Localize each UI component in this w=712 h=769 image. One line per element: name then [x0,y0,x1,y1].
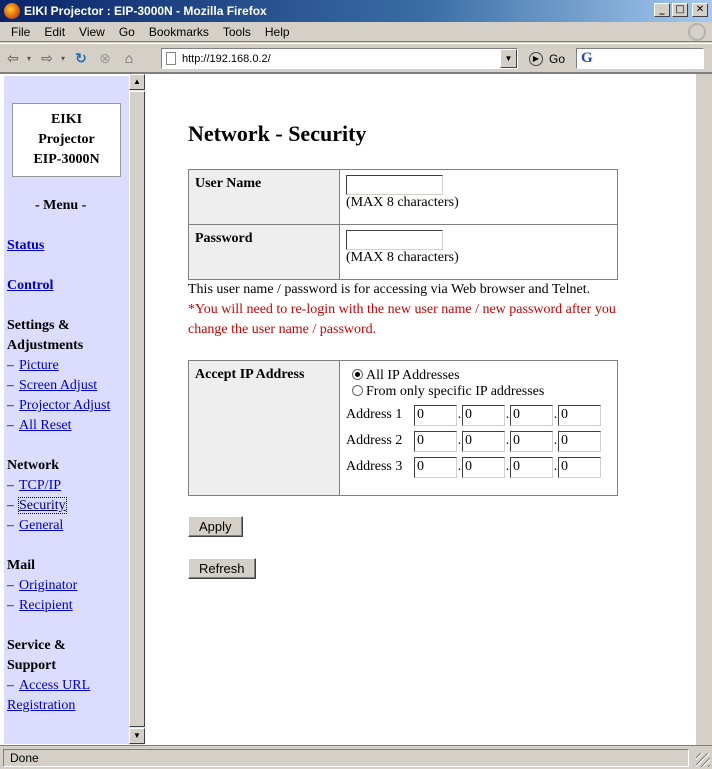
address-3-label: Address 3 [346,459,403,474]
address-2-octet-4[interactable] [558,431,601,452]
status-bar [0,745,712,769]
page-icon [166,52,176,65]
menu-file[interactable]: File [11,24,31,39]
address-1-octet-2[interactable] [462,405,505,426]
address-3-octet-1[interactable] [414,457,457,478]
sidebar-scrollbar[interactable] [129,74,145,745]
firefox-icon [4,3,20,19]
table-row [189,225,618,280]
forward-dropdown-icon[interactable]: ▾ [60,53,65,63]
menu-heading: - Menu - [35,198,87,213]
menu-bar [0,22,712,42]
radio-specific-label: From only specific IP addresses [366,384,545,399]
sidebar-item-recipient[interactable]: Recipient [19,598,73,613]
maximize-button[interactable]: □ [672,3,688,17]
sidebar-item-originator[interactable]: Originator [19,578,78,593]
status-text: Done [3,749,689,767]
sidebar-item-security[interactable]: Security [19,498,66,513]
address-2-octet-3[interactable] [510,431,553,452]
address-3-octet-3[interactable] [510,457,553,478]
go-button[interactable] [529,52,565,66]
refresh-button[interactable]: Refresh [188,558,256,579]
password-input[interactable] [346,230,443,250]
apply-button[interactable]: Apply [188,516,243,537]
brand-line-1: EIKI [50,112,83,127]
service-heading-1: Service & [7,638,66,653]
mail-heading: Mail [7,558,35,573]
radio-all-label: All IP Addresses [366,368,460,383]
address-row-3: Address 3 0 . 0 . 0 . 0 [346,454,611,480]
accept-ip-table [188,360,618,496]
address-1-octet-3[interactable] [510,405,553,426]
go-label: Go [549,52,566,66]
address-bar[interactable] [161,48,518,69]
sidebar-item-registration[interactable]: Registration [7,698,76,713]
table-row [189,170,618,225]
table-row [189,361,618,496]
network-heading: Network [7,458,60,473]
password-label: Password [189,225,340,280]
reload-icon[interactable]: ↻ [75,49,87,66]
navigation-toolbar [0,43,712,73]
window-title-bar [0,0,712,22]
sidebar-item-projector-adjust[interactable]: Projector Adjust [19,398,111,413]
url-dropdown-icon[interactable]: ▼ [500,49,517,68]
google-search-icon: G [581,50,593,66]
sidebar-item-access-url[interactable]: Access URL [19,678,91,693]
address-2-octet-1[interactable] [414,431,457,452]
user-name-label: User Name [189,170,340,225]
user-name-hint: (MAX 8 characters) [346,195,459,210]
back-dropdown-icon[interactable]: ▾ [26,53,31,63]
address-1-label: Address 1 [346,407,403,422]
brand-line-3: EIP-3000N [33,152,100,167]
password-hint: (MAX 8 characters) [346,250,459,265]
menu-help[interactable]: Help [264,24,290,39]
sidebar-item-all-reset[interactable]: All Reset [19,418,72,433]
menu-go[interactable]: Go [118,24,135,39]
sidebar-item-control[interactable]: Control [7,278,54,293]
sidebar-item-tcpip[interactable]: TCP/IP [19,478,62,493]
minimize-button[interactable]: _ [654,3,670,17]
forward-icon[interactable]: ⇨ [41,49,53,66]
scroll-up-icon[interactable]: ▲ [129,74,145,90]
user-name-input[interactable] [346,175,443,195]
address-row-2: Address 2 0 . 0 . 0 . 0 [346,428,611,454]
search-input[interactable] [576,48,704,69]
address-3-octet-4[interactable] [558,457,601,478]
settings-heading-1: Settings & [7,318,70,333]
address-row-1: Address 1 0 . 0 . 0 . 0 [346,402,611,428]
password-cell [340,225,618,280]
scroll-down-icon[interactable]: ▼ [129,728,145,744]
radio-all-button[interactable] [352,369,363,380]
sidebar-item-general[interactable]: General [19,518,64,533]
menu-edit[interactable]: Edit [44,24,66,39]
sidebar-item-status[interactable]: Status [7,238,45,253]
sidebar-item-picture[interactable]: Picture [19,358,59,373]
menu-tools[interactable]: Tools [222,24,251,39]
brand-box [12,103,121,177]
close-button[interactable]: ✕ [692,3,708,17]
resize-grip-icon[interactable] [696,753,710,767]
address-2-octet-2[interactable] [462,431,505,452]
sidebar-frame: EIKI Projector EIP-3000N - Menu - Status Control Settings & Adjustments – Picture – Screen Adjust – Projector Adjust – All Reset Network – TCP/IP – Security – General Mail – Originator – Recipient Service & Support – Access URL Registration [4,76,129,744]
page-content [0,73,712,745]
address-2-label: Address 2 [346,433,403,448]
menu-view[interactable]: View [79,24,105,39]
radio-specific-option[interactable] [346,384,611,400]
accept-ip-cell [340,361,618,496]
sidebar-item-screen-adjust[interactable]: Screen Adjust [19,378,98,393]
radio-specific-button[interactable] [352,385,363,396]
page-title: Network - Security [188,121,367,146]
user-name-cell [340,170,618,225]
address-3-octet-2[interactable] [462,457,505,478]
scrollbar-thumb[interactable] [129,91,145,727]
stop-icon[interactable]: ⊗ [99,49,111,66]
page-scrollbar[interactable] [695,74,712,746]
brand-line-2: Projector [38,132,95,147]
back-icon[interactable]: ⇦ [7,49,19,66]
warning-note: *You will need to re-login with the new user name / new password after you change the user name / password. [188,302,616,337]
address-1-octet-1[interactable] [414,405,457,426]
menu-bookmarks[interactable]: Bookmarks [148,24,209,39]
accept-ip-label: Accept IP Address [189,361,340,496]
url-text[interactable]: http://192.168.0.2/ [182,52,271,65]
settings-heading-2: Adjustments [7,338,84,353]
throbber-icon [688,23,706,41]
main-frame [146,74,712,746]
home-icon[interactable]: ⌂ [124,50,134,66]
window-title: EIKI Projector : EIP-3000N - Mozilla Firefox [24,4,267,18]
credentials-table [188,169,618,280]
service-heading-2: Support [7,658,57,673]
address-1-octet-4[interactable] [558,405,601,426]
radio-all-option[interactable] [346,368,611,384]
go-arrow-icon: ▶ [529,52,543,66]
info-note: This user name / password is for accessing via Web browser and Telnet. [188,282,591,297]
